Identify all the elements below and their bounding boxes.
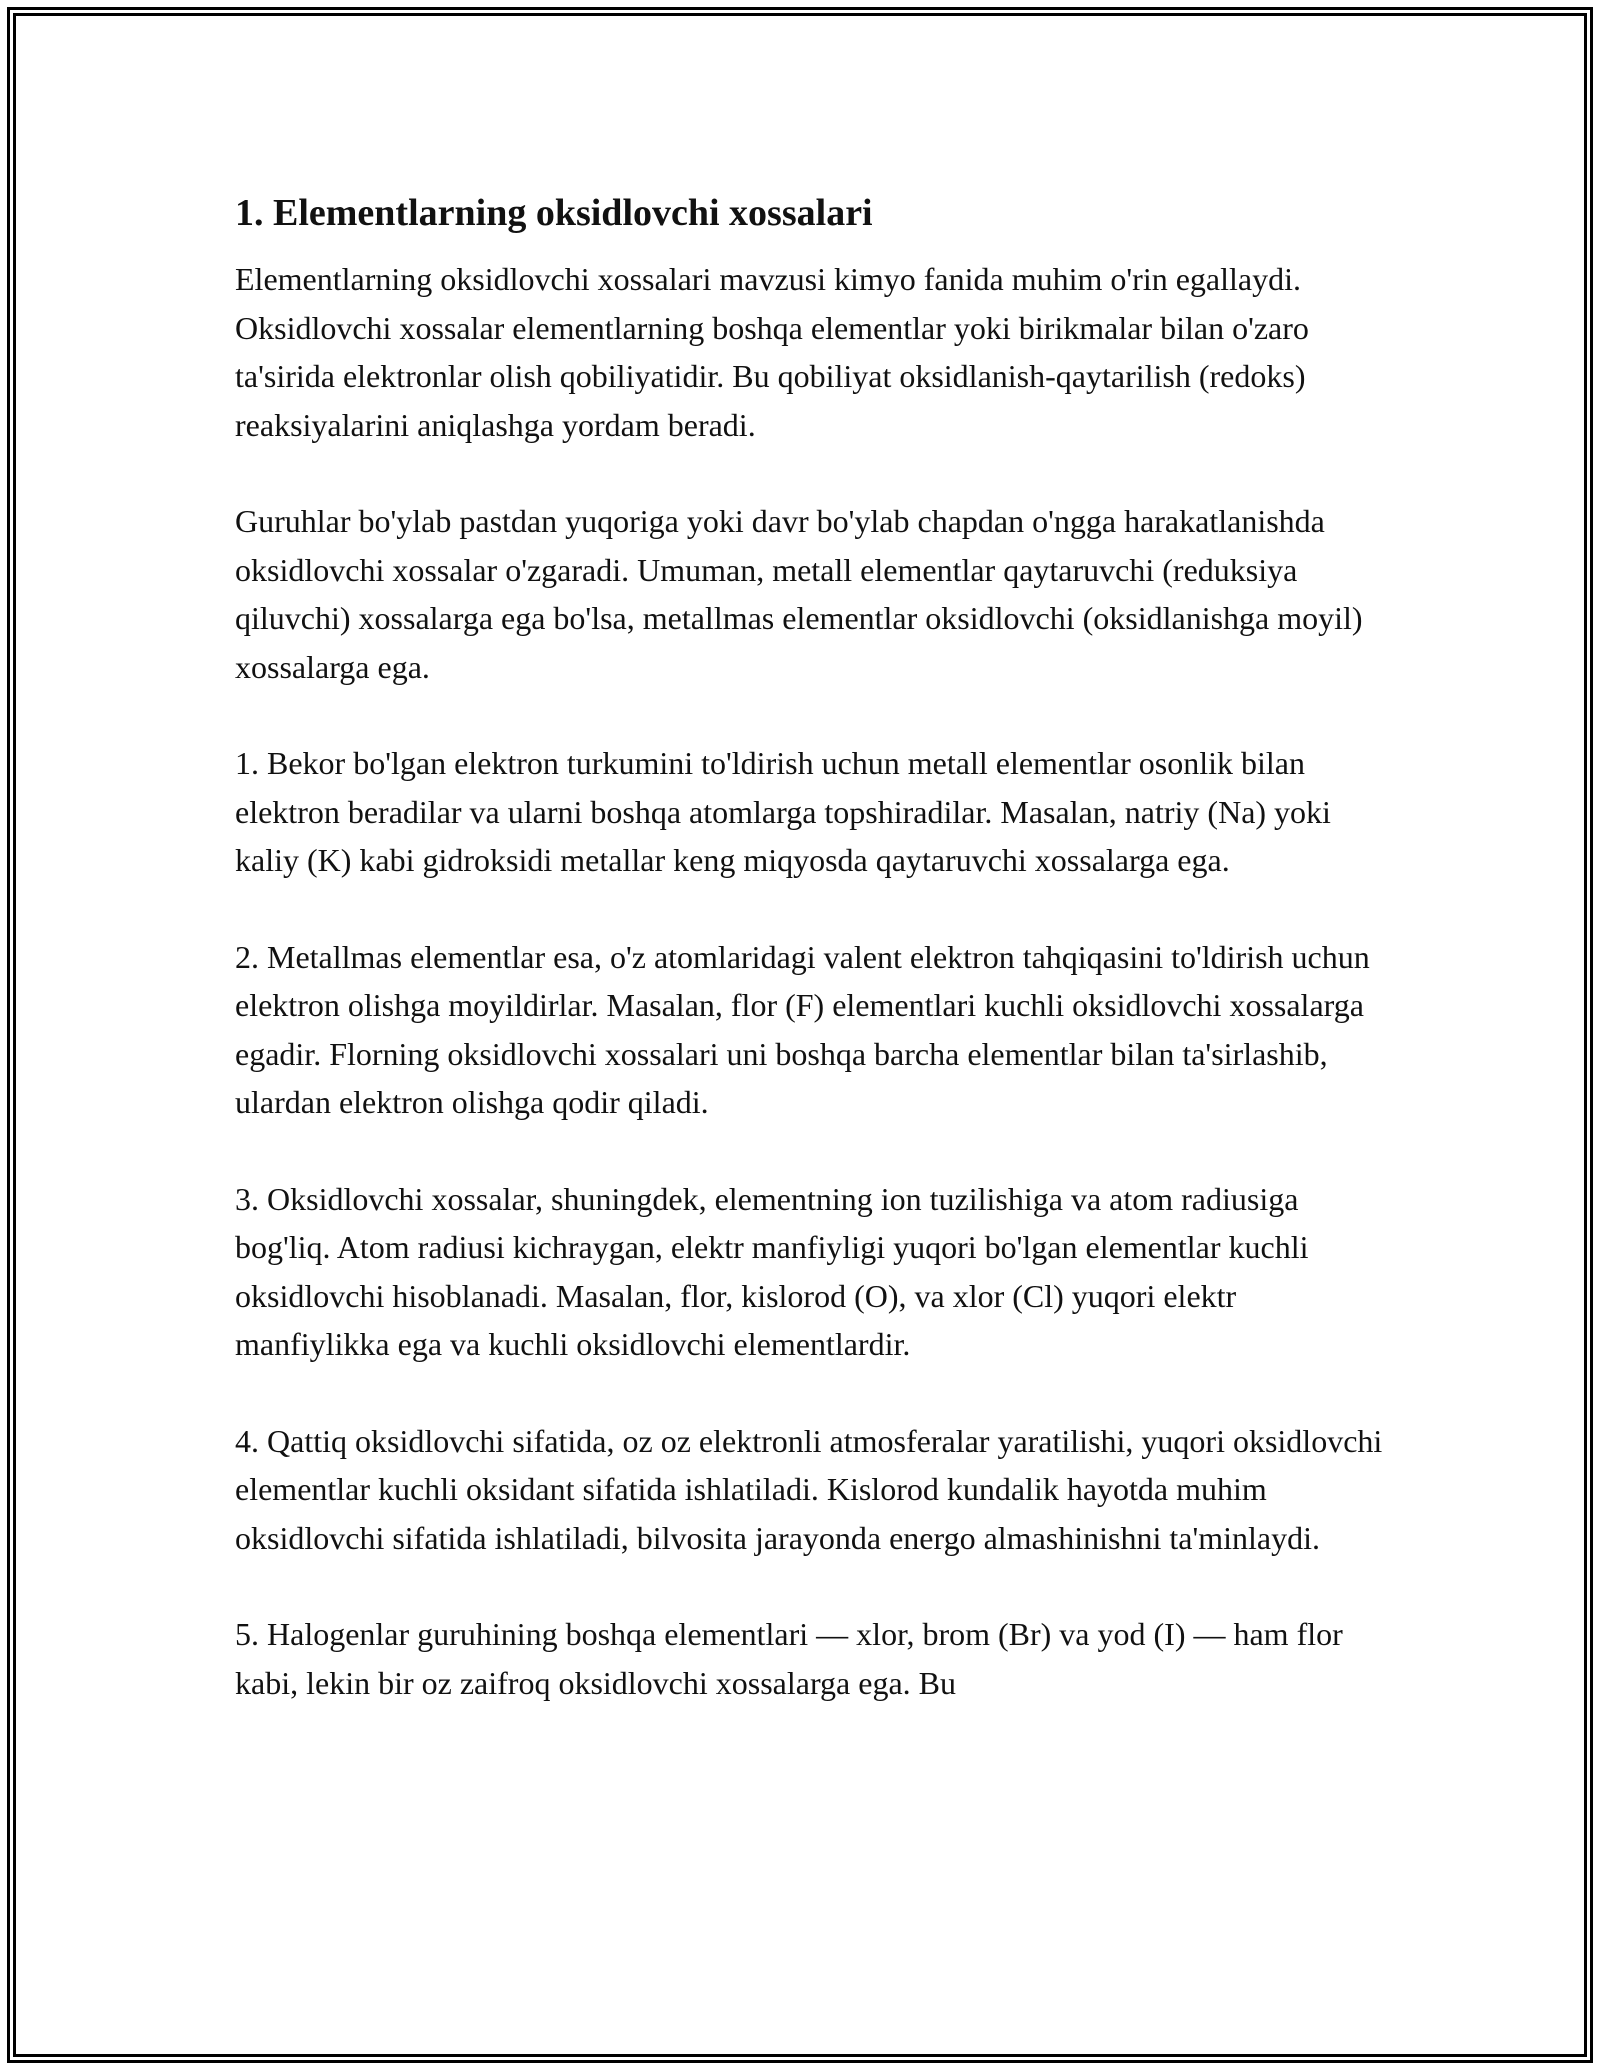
paragraph-point-3: 3. Oksidlovchi xossalar, shuningdek, elementning ion tuzilishiga va atom radiusiga bog'liq. Atom radiusi kichraygan, elektr manfiyligi yuqori bo'lgan elementlar kuchli oksidlovchi hisoblanadi. Masalan, flor, kislorod (O), va xlor (Cl) yuqori elektr manfiylikka ega va kuchli oksidlovchi elementlardir.	[235, 1180, 1309, 1362]
document-body	[235, 185, 1385, 1707]
paragraph-point-4: 4. Qattiq oksidlovchi sifatida, oz oz elektronli atmosferalar yaratilishi, yuqori oksidlovchi elementlar kuchli oksidant sifatida ishlatiladi. Kislorod kundalik hayotda muhim oksidlovchi sifatida ishlatiladi, bilvosita jarayonda energo almashinishni ta'minlaydi.	[235, 1422, 1383, 1556]
paragraph-point-2: 2. Metallmas elementlar esa, o'z atomlaridagi valent elektron tahqiqasini to'ldirish uchun elektron olishga moyildirlar. Masalan, flor (F) elementlari kuchli oksidlovchi xossalarga egadir. Florning oksidlovchi xossalari uni boshqa barcha elementlar bilan ta'sirlashib, ulardan elektron olishga qodir qiladi.	[235, 938, 1370, 1120]
paragraph-point-5: 5. Halogenlar guruhining boshqa elementlari — xlor, brom (Br) va yod (I) — ham flor kabi, lekin bir oz zaifroq oksidlovchi xossalarga ega. Bu	[235, 1616, 1343, 1701]
paragraph-point-1: 1. Bekor bo'lgan elektron turkumini to'ldirish uchun metall elementlar osonlik bilan elektron beradilar va ularni boshqa atomlarga topshiradilar. Masalan, natriy (Na) yoki kaliy (K) kabi gidroksidi metallar keng miqyosda qaytaruvchi xossalarga ega.	[235, 745, 1331, 878]
paragraph-intro: Elementlarning oksidlovchi xossalari mavzusi kimyo fanida muhim o'rin egallaydi. Oksidlovchi xossalar elementlarning boshqa elementlar yoki birikmalar bilan o'zaro ta'sirida elektronlar olish qobiliyatidir. Bu qobiliyat oksidlanish-qaytarilish (redoks) reaksiyalarini aniqlashga yordam beradi.	[235, 261, 1309, 443]
paragraph-periodic-trends: Guruhlar bo'ylab pastdan yuqoriga yoki davr bo'ylab chapdan o'ngga harakatlanishda oksidlovchi xossalar o'zgaradi. Umuman, metall elementlar qaytaruvchi (reduksiya qiluvchi) xossalarga ega bo'lsa, metallmas elementlar oksidlovchi (oksidlanishga moyil) xossalarga ega.	[235, 503, 1363, 685]
section-heading: 1. Elementlarning oksidlovchi xossalari	[235, 192, 873, 234]
